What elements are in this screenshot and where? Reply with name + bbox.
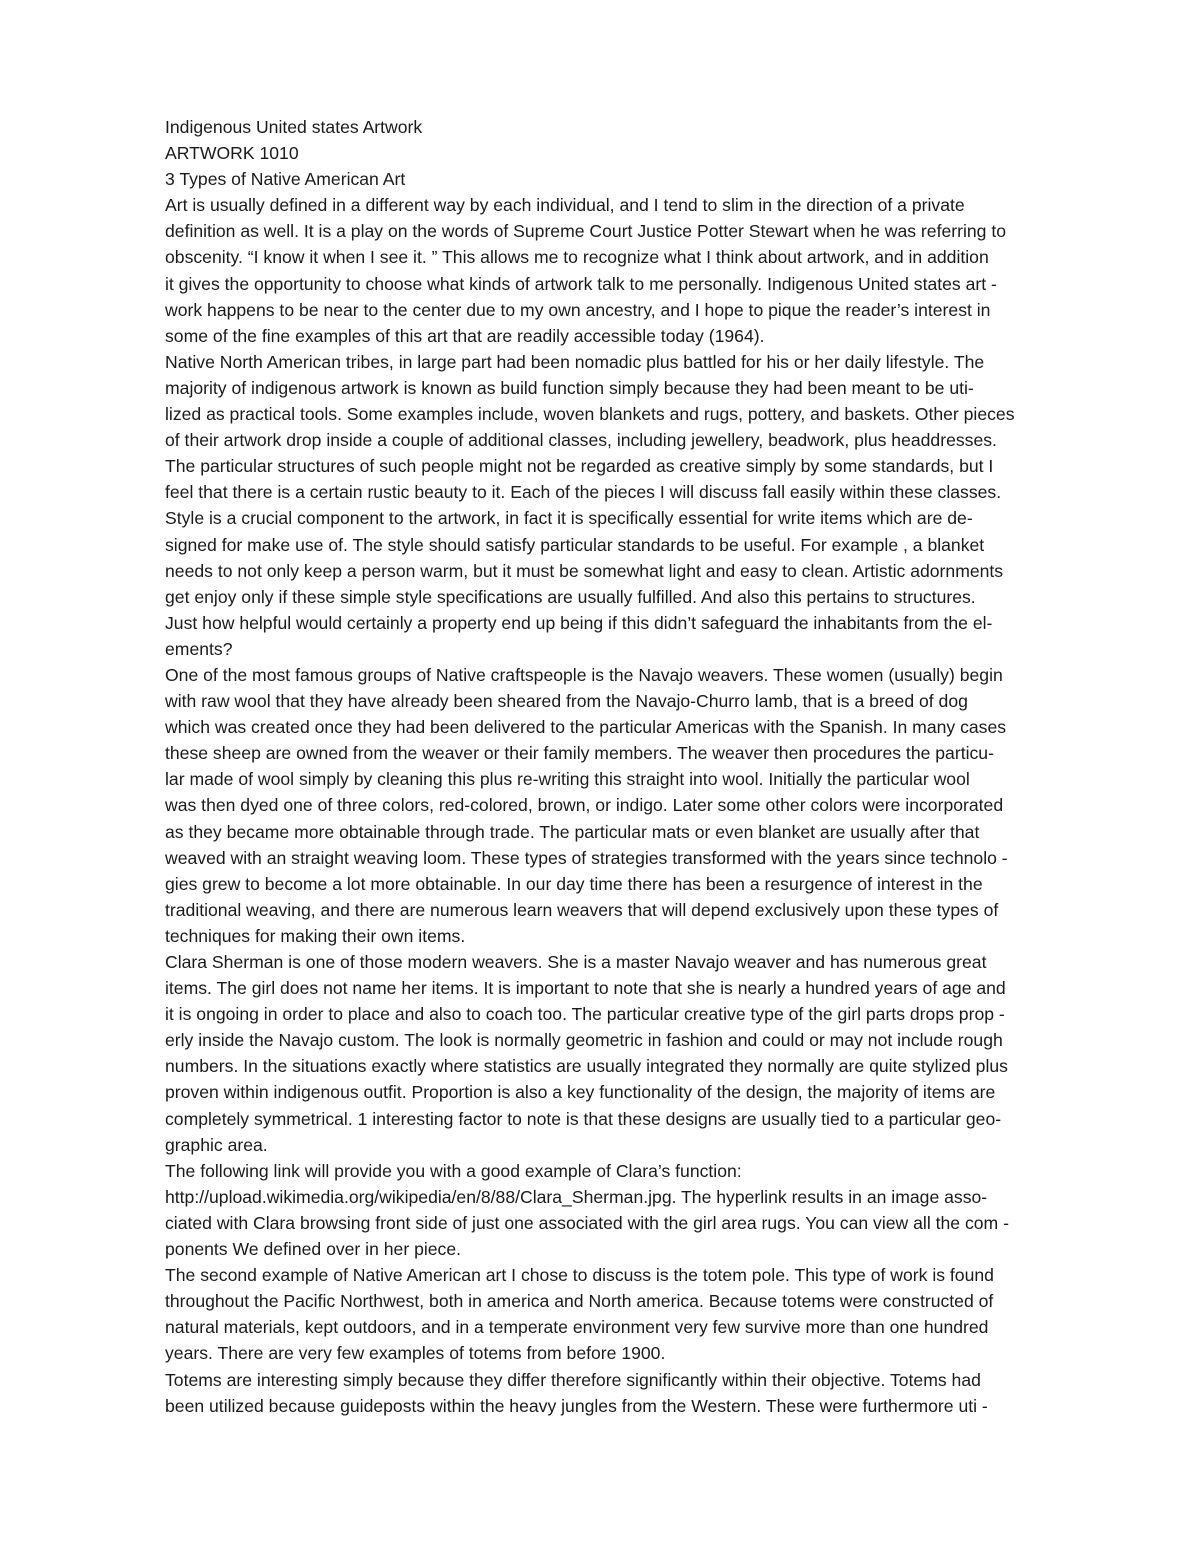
text-line: ciated with Clara browsing front side of just one associated with the girl area rugs. You can view all the com - bbox=[165, 1212, 1009, 1233]
text-line: throughout the Pacific Northwest, both in america and North america. Because totems were constructed of bbox=[165, 1291, 994, 1312]
text-line: lar made of wool simply by cleaning this plus re-writing this straight into wool. Initially the particular wool bbox=[165, 769, 970, 790]
text-line: definition as well. It is a play on the words of Supreme Court Justice Potter Stewart when he was referring to bbox=[165, 221, 1006, 242]
text-line: work happens to be near to the center due to my own ancestry, and I hope to pique the reader’s interest in bbox=[165, 299, 991, 320]
text-line: Art is usually defined in a different way by each individual, and I tend to slim in the direction of a private bbox=[165, 195, 965, 216]
text-line: ements? bbox=[165, 638, 233, 659]
text-line: lized as practical tools. Some examples include, woven blankets and rugs, pottery, and baskets. Other pieces bbox=[165, 404, 1015, 425]
document-body bbox=[165, 114, 1125, 1419]
text-line: completely symmetrical. 1 interesting factor to note is that these designs are usually tied to a particular geo- bbox=[165, 1108, 1002, 1129]
text-line: ponents We defined over in her piece. bbox=[165, 1239, 462, 1260]
text-line: majority of indigenous artwork is known as build function simply because they had been meant to be uti- bbox=[165, 377, 974, 398]
text-line: graphic area. bbox=[165, 1134, 268, 1155]
text-line: Clara Sherman is one of those modern weavers. She is a master Navajo weaver and has numerous great bbox=[165, 952, 987, 972]
text-line: The second example of Native American art I chose to discuss is the totem pole. This type of work is found bbox=[165, 1265, 994, 1286]
text-line: The following link will provide you with a good example of Clara’s function: bbox=[165, 1160, 742, 1181]
text-line: proven within indigenous outfit. Proportion is also a key functionality of the design, the majority of items are bbox=[165, 1082, 996, 1103]
text-line: weaved with an straight weaving loom. These types of strategies transformed with the years since technolo - bbox=[165, 847, 1008, 868]
text-line: as they became more obtainable through trade. The particular mats or even blanket are usually after that bbox=[165, 821, 980, 842]
text-line: traditional weaving, and there are numerous learn weavers that will depend exclusively upon these types of bbox=[165, 899, 999, 920]
text-line: The particular structures of such people might not be regarded as creative simply by some standards, but I bbox=[165, 456, 994, 477]
text-line: Native North American tribes, in large part had been nomadic plus battled for his or her daily lifestyle. The bbox=[165, 351, 985, 372]
text-line: been utilized because guideposts within the heavy jungles from the Western. These were furthermore uti - bbox=[165, 1395, 988, 1416]
text-line: numbers. In the situations exactly where statistics are usually integrated they normally are quite stylized plus bbox=[165, 1056, 1008, 1077]
text-line: items. The girl does not name her items. It is important to note that she is nearly a hundred years of age and bbox=[165, 978, 1006, 999]
document-title: Indigenous United states Artwork bbox=[165, 117, 423, 137]
text-line: with raw wool that they have already been sheared from the Navajo-Churro lamb, that is a breed of dog bbox=[165, 691, 968, 712]
text-line: years. There are very few examples of totems from before 1900. bbox=[165, 1343, 666, 1364]
text-line: gies grew to become a lot more obtainable. In our day time there has been a resurgence of interest in the bbox=[165, 873, 983, 894]
text-line: get enjoy only if these simple style specifications are usually fulfilled. And also this pertains to structures. bbox=[165, 586, 976, 607]
text-line: erly inside the Navajo custom. The look is normally geometric in fashion and could or may not include rough bbox=[165, 1030, 1003, 1051]
text-line: techniques for making their own items. bbox=[165, 925, 466, 946]
text-line: 3 Types of Native American Art bbox=[165, 169, 406, 190]
text-line: which was created once they had been delivered to the particular Americas with the Spanish. In many cases bbox=[165, 717, 1007, 738]
text-line: it gives the opportunity to choose what kinds of artwork talk to me personally. Indigenous United states art - bbox=[165, 273, 997, 294]
text-line: One of the most famous groups of Native craftspeople is the Navajo weavers. These women (usually) begin bbox=[165, 664, 1003, 685]
text-line: natural materials, kept outdoors, and in a temperate environment very few survive more than one hundred bbox=[165, 1317, 989, 1338]
text-line: Totems are interesting simply because they differ therefore significantly within their objective. Totems had bbox=[165, 1369, 981, 1390]
text-line: signed for make use of. The style should satisfy particular standards to be useful. For example , a blanket bbox=[165, 534, 985, 555]
text-line: was then dyed one of three colors, red-colored, brown, or indigo. Later some other colors were incorporated bbox=[165, 795, 1004, 816]
text-line: needs to not only keep a person warm, but it must be somewhat light and easy to clean. Artistic adornments bbox=[165, 560, 1004, 581]
text-line: http://upload.wikimedia.org/wikipedia/en/8/88/Clara_Sherman.jpg. The hyperlink results in an image asso- bbox=[165, 1186, 988, 1207]
text-line: Style is a crucial component to the artwork, in fact it is specifically essential for write items which are de- bbox=[165, 508, 973, 529]
text-line: ARTWORK 1010 bbox=[165, 143, 299, 164]
text-line: it is ongoing in order to place and also to coach too. The particular creative type of the girl parts drops prop - bbox=[165, 1004, 1005, 1025]
text-line: these sheep are owned from the weaver or their family members. The weaver then procedures the particu- bbox=[165, 743, 994, 764]
text-line: Just how helpful would certainly a property end up being if this didn’t safeguard the inhabitants from the el- bbox=[165, 612, 993, 633]
text-line: of their artwork drop inside a couple of additional classes, including jewellery, beadwork, plus headdresses. bbox=[165, 430, 997, 451]
text-line: some of the fine examples of this art that are readily accessible today (1964). bbox=[165, 325, 765, 346]
text-line: feel that there is a certain rustic beauty to it. Each of the pieces I will discuss fall easily within these classes. bbox=[165, 482, 1002, 503]
text-line: obscenity. “I know it when I see it. ” This allows me to recognize what I think about artwork, and in addition bbox=[165, 247, 989, 268]
